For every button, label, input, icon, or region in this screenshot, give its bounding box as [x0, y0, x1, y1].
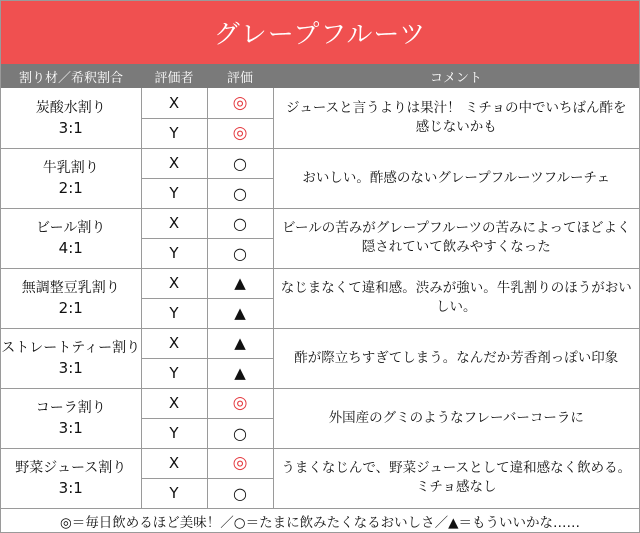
rating-x: ◎ [207, 388, 273, 418]
column-header-drink: 割り材／希釈割合 [18, 70, 123, 86]
drink-name: ストレートティー割り [1, 340, 141, 356]
drink-name: コーラ割り [35, 400, 106, 416]
rating-table [1, 88, 639, 509]
dilution-ratio: 3:1 [58, 359, 83, 377]
drink-cell [1, 328, 141, 388]
column-header-comment: コメント [429, 70, 482, 86]
comment-cell: なじまなくて違和感。渋みが強い。牛乳割りのほうがおいしい。 [273, 268, 639, 328]
taster-y: Y [141, 418, 207, 448]
comment-cell: うまくなじんで、野菜ジュースとして違和感なく飲める。ミチョ感なし [273, 448, 639, 508]
taster-x: X [141, 388, 207, 418]
column-header-rating: 評価 [226, 70, 253, 86]
rating-x: ○ [207, 208, 273, 238]
dilution-ratio: 2:1 [58, 179, 83, 197]
comment-cell: 酢が際立ちすぎてしまう。なんだか芳香剤っぽい印象 [273, 328, 639, 388]
comment-cell: ビールの苦みがグレープフルーツの苦みによってほどよく隠されていて飲みやすくなった [273, 208, 639, 268]
taster-x: X [141, 148, 207, 178]
taster-x: X [141, 208, 207, 238]
column-header-taster: 評価者 [154, 70, 194, 86]
table-row [1, 208, 639, 238]
rating-x: ▲ [207, 328, 273, 358]
dilution-ratio: 2:1 [58, 299, 83, 317]
dilution-ratio: 4:1 [58, 239, 83, 257]
dilution-ratio: 3:1 [58, 419, 83, 437]
column-headers [1, 64, 639, 88]
rating-y: ○ [207, 178, 273, 208]
drink-cell [1, 268, 141, 328]
table-row [1, 148, 639, 178]
taster-y: Y [141, 238, 207, 268]
taster-x: X [141, 328, 207, 358]
table-row [1, 448, 639, 478]
dilution-ratio: 3:1 [58, 118, 83, 137]
rating-y: ○ [207, 418, 273, 448]
comment-cell: ジュースと言うよりは果汁！ ミチョの中でいちばん酢を感じないかも [273, 88, 639, 148]
dilution-ratio: 3:1 [58, 479, 83, 497]
drink-cell [1, 388, 141, 448]
table-row [1, 268, 639, 298]
rating-x: ▲ [207, 268, 273, 298]
table-row [1, 328, 639, 358]
taster-x: X [141, 268, 207, 298]
table-row [1, 88, 639, 118]
rating-y: ○ [207, 238, 273, 268]
taster-y: Y [141, 358, 207, 388]
taster-y: Y [141, 118, 207, 148]
drink-cell [1, 448, 141, 508]
drink-name: 炭酸水割り [35, 99, 106, 116]
drink-cell [1, 208, 141, 268]
rating-x: ○ [207, 148, 273, 178]
drink-name: 無調整豆乳割り [21, 280, 120, 296]
rating-y: ▲ [207, 298, 273, 328]
taster-y: Y [141, 178, 207, 208]
rating-y: ▲ [207, 358, 273, 388]
comment-cell: おいしい。酢感のないグレープフルーツフルーチェ [273, 148, 639, 208]
drink-name: 野菜ジュース割り [15, 460, 127, 476]
taster-y: Y [141, 298, 207, 328]
taster-x: X [141, 88, 207, 118]
taster-y: Y [141, 478, 207, 508]
rating-y: ○ [207, 478, 273, 508]
page-title: グレープフルーツ [1, 1, 639, 64]
table-row [1, 388, 639, 418]
drink-name: ビール割り [36, 220, 106, 236]
rating-x: ◎ [207, 88, 273, 118]
rating-x: ◎ [207, 448, 273, 478]
comment-cell: 外国産のグミのようなフレーバーコーラに [273, 388, 639, 448]
drink-cell [1, 88, 141, 148]
drink-cell [1, 148, 141, 208]
drink-name: 牛乳割り [42, 160, 99, 176]
rating-legend: ◎＝毎日飲めるほど美味！／○＝たまに飲みたくなるおいしさ／▲＝もういいかな…… [1, 508, 639, 532]
rating-y: ◎ [207, 118, 273, 148]
taster-x: X [141, 448, 207, 478]
